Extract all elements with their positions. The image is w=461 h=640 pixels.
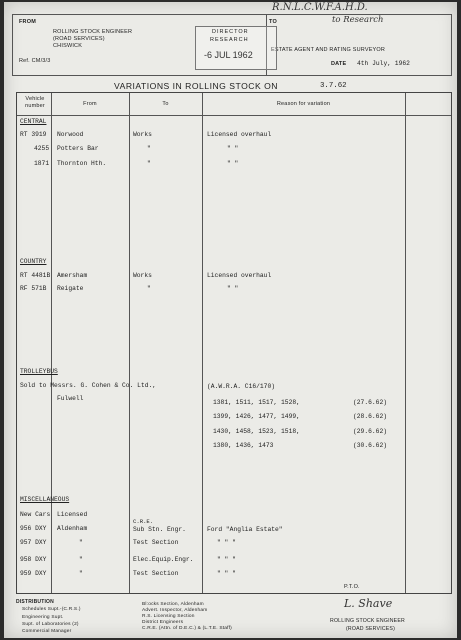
vehicle-cell: 956 DXY [20, 525, 47, 532]
distribution-line: Engineering Supt. [22, 615, 64, 620]
col-header-from: From [83, 101, 97, 107]
section-central: CENTRAL [20, 118, 47, 125]
licensed-label: Licensed [57, 511, 88, 518]
signature: L. Shave [344, 597, 393, 610]
to-cell: Sub Stn. Engr. [133, 526, 186, 533]
distribution-line: R.S. Licensing Section [142, 614, 195, 619]
variations-table [16, 92, 452, 594]
from-cell: Aldenham [57, 525, 88, 532]
from-cell: " [79, 570, 83, 577]
from-cell: " [79, 539, 83, 546]
from-cell: Thornton Hth. [57, 160, 107, 167]
distribution-line: C.R.E. (Attn. of D.E.C.) & (L.T.E. Staff) [142, 626, 232, 631]
from-label: FROM [19, 19, 36, 25]
sold-place: Fulwell [57, 395, 84, 402]
title-date: 3.7.62 [320, 82, 347, 90]
stamp-line-1: DIRECTOR [212, 29, 249, 35]
to-cell: " [147, 145, 151, 152]
new-cars-label: New Cars [20, 511, 51, 518]
from-cell: Amersham [57, 272, 88, 279]
from-cell: " [79, 556, 83, 563]
sale-date: (28.6.62) [353, 413, 388, 420]
vehicle-cell: RF 571B [20, 285, 47, 292]
reason-cell: " " [227, 285, 239, 292]
received-stamp [195, 26, 277, 70]
date-label: DATE [331, 61, 347, 67]
signatory-subtitle: (ROAD SERVICES) [346, 626, 396, 632]
section-country: COUNTRY [20, 258, 47, 265]
handwritten-annotation: R.N.L.C.W.F.A.H.D. [272, 2, 368, 13]
to-title: ESTATE AGENT AND RATING SURVEYOR [271, 47, 386, 53]
to-cell: Works [133, 272, 152, 279]
vehicle-numbers: 1430, 1458, 1523, 1518, [213, 428, 300, 435]
sale-date: (30.6.62) [353, 442, 388, 449]
reason-cell: Licensed overhaul [207, 131, 272, 138]
reason-cell: " " [227, 145, 239, 152]
vehicle-cell: RT 3919 [20, 131, 47, 138]
pto-note: P.T.O. [344, 584, 360, 590]
reason-cell: Licensed overhaul [207, 272, 272, 279]
from-line-3: CHISWICK [53, 43, 83, 49]
vehicle-numbers: 1381, 1511, 1517, 1528, [213, 399, 300, 406]
distribution-line: Commercial Manager [22, 629, 72, 634]
stamp-line-2: RESEARCH [210, 37, 249, 43]
from-line-1: ROLLING STOCK ENGINEER [53, 29, 133, 35]
to-cell: " [147, 160, 151, 167]
col-header-vehicle: Vehicle number [25, 96, 45, 109]
from-cell: Potters Bar [57, 145, 99, 152]
page-title: VARIATIONS IN ROLLING STOCK ON [114, 81, 278, 91]
handwritten-routing: to Research [332, 15, 384, 25]
distribution-line: Advert. Inspector, Aldenham [142, 608, 208, 613]
date-value: 4th July, 1962 [357, 60, 410, 67]
distribution-line: Schedules Supt.-(C.R.S.) [22, 607, 81, 612]
vehicle-cell: 1871 [34, 160, 50, 167]
stamp-date: -6 JUL 1962 [204, 50, 253, 60]
to-cell: Test Section [133, 570, 179, 577]
to-label: TO [269, 19, 277, 25]
vehicle-numbers: 1380, 1436, 1473 [213, 442, 274, 449]
to-cell: " [147, 285, 151, 292]
memo-sheet [4, 2, 457, 638]
vehicle-cell: 959 DXY [20, 570, 47, 577]
col-header-reason: Reason for variation [276, 101, 331, 107]
sale-date: (27.6.62) [353, 399, 388, 406]
signatory-title: ROLLING STOCK ENGINEER [330, 618, 405, 624]
reason-cell: " " " [217, 556, 236, 563]
distribution-line: Supt. of Laboratories (2) [22, 622, 79, 627]
from-line-2: (ROAD SERVICES) [53, 36, 105, 42]
from-cell: Norwood [57, 131, 84, 138]
col-header-to: To [162, 101, 169, 107]
to-cell: Test Section [133, 539, 179, 546]
distribution-line: District Engineers [142, 620, 184, 625]
reason-cell: " " " [217, 570, 236, 577]
vehicle-numbers: 1399, 1426, 1477, 1499, [213, 413, 300, 420]
sale-date: (29.6.62) [353, 428, 388, 435]
reason-cell: Ford "Anglia Estate" [207, 526, 283, 533]
header-box [12, 14, 452, 76]
distribution-label: DISTRIBUTION [16, 599, 54, 605]
reason-cell: " " " [217, 539, 236, 546]
distribution-line: Bl:ocks Section, Aldenham [142, 602, 204, 607]
section-miscellaneous: MISCELLANEOUS [20, 496, 70, 503]
reference: Ref. CM/3/3 [19, 58, 51, 64]
sold-to-line: Sold to Messrs. G. Cohen & Co. Ltd., [20, 382, 157, 389]
vehicle-cell: 4255 [34, 145, 50, 152]
section-trolleybus: TROLLEYBUS [20, 368, 58, 375]
awra-reference: (A.W.R.A. C16/170) [207, 383, 276, 390]
vehicle-cell: 958 DXY [20, 556, 47, 563]
to-cell: Elec.Equip.Engr. [133, 556, 194, 563]
vehicle-cell: RT 4481B [20, 272, 51, 279]
from-cell: Reigate [57, 285, 84, 292]
to-cell: Works [133, 131, 152, 138]
cre-label: C.R.E. [133, 518, 154, 525]
vehicle-cell: 957 DXY [20, 539, 47, 546]
reason-cell: " " [227, 160, 239, 167]
